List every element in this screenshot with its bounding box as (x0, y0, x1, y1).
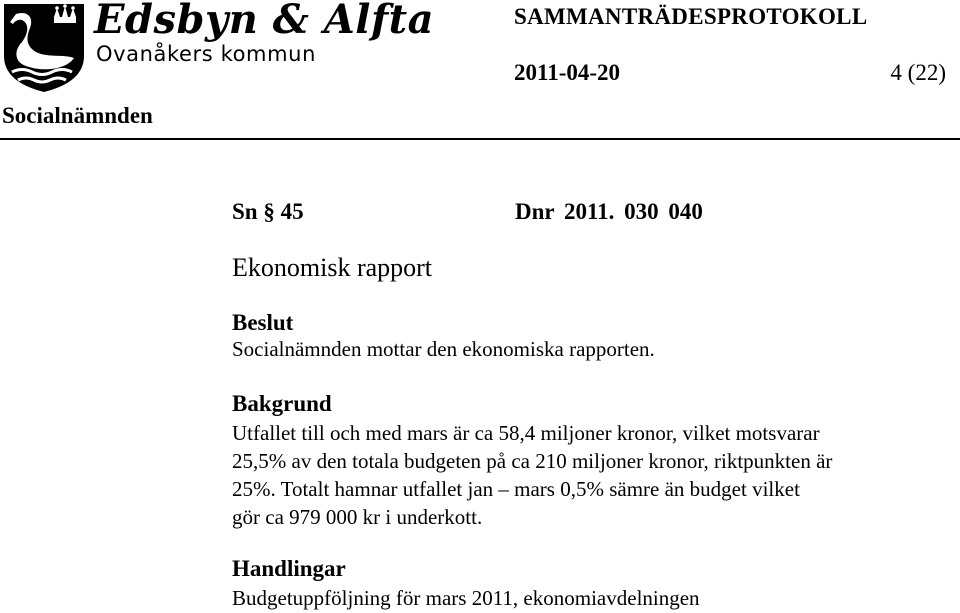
documents-text: Budgetuppföljning för mars 2011, ekonomiavdelningen (232, 586, 700, 610)
background-line: gör ca 979 000 kr i underkott. (232, 505, 483, 529)
background-heading: Bakgrund (232, 391, 332, 416)
document-type: SAMMANTRÄDESPROTOKOLL (514, 4, 868, 29)
item-title: Ekonomisk rapport (232, 253, 433, 282)
meeting-date: 2011-04-20 (514, 60, 621, 85)
coat-of-arms-logo-icon (2, 2, 86, 94)
registry-number: Dnr 2011. 030 040 (515, 199, 703, 224)
background-paragraph (232, 419, 952, 531)
page-number: 4 (22) (890, 60, 946, 85)
background-line: 25%. Totalt hamnar utfallet jan – mars 0,5% sämre än budget vilket (232, 477, 800, 501)
documents-heading: Handlingar (232, 556, 346, 581)
committee-name: Socialnämnden (2, 103, 153, 128)
decision-heading: Beslut (232, 310, 294, 335)
case-number: Sn § 45 (232, 199, 304, 224)
municipality-name: Ovanåkers kommun (96, 42, 316, 66)
organization-name: Edsbyn & Alfta (94, 0, 435, 43)
background-line: 25,5% av den totala budgeten på ca 210 miljoner kronor, riktpunkten är (232, 449, 833, 473)
decision-text: Socialnämnden mottar den ekonomiska rapporten. (232, 337, 655, 361)
background-line: Utfallet till och med mars är ca 58,4 miljoner kronor, vilket motsvarar (232, 421, 820, 445)
header-divider (0, 138, 960, 140)
